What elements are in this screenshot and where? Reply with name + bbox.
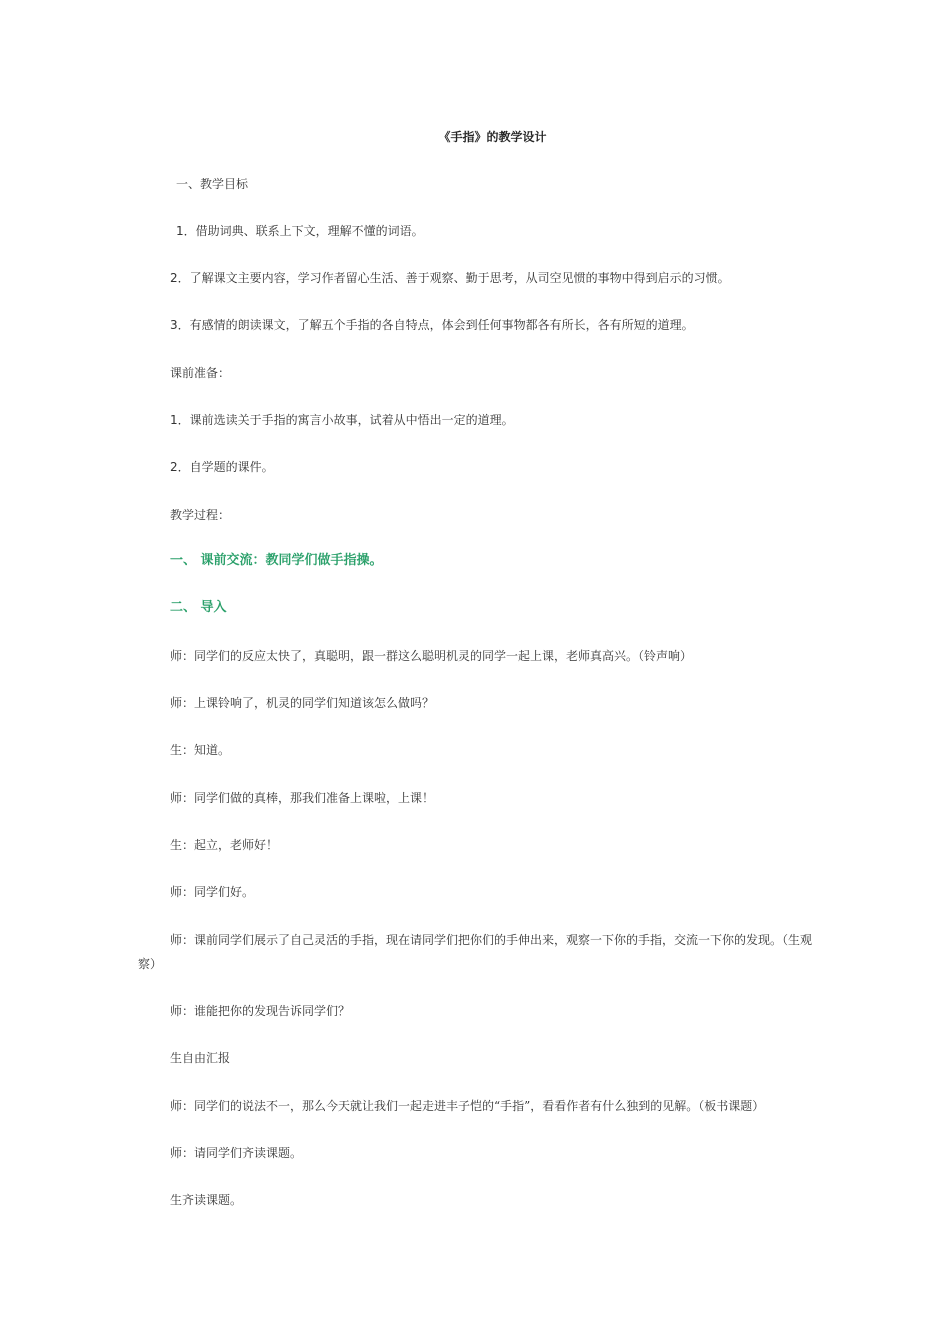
prep-item-2-num: 2． — [170, 460, 190, 474]
prep-item-2-text: 自学题的课件。 — [189, 460, 274, 474]
goal-item-3-num: 3． — [170, 318, 190, 332]
goal-item-2-text: 了解课文主要内容，学习作者留心生活、善于观察、勤于思考，从司空见惯的事物中得到启示的习惯。 — [189, 271, 730, 285]
goal-item-1 — [176, 221, 424, 241]
document-title: 《手指》的教学设计 — [438, 130, 547, 144]
goal-item-1-text: 借助词典、联系上下文，理解不懂的词语。 — [195, 224, 424, 238]
section-heading-2: 二、 导入 — [170, 600, 227, 615]
prep-item-1-num: 1． — [170, 413, 190, 427]
prep-item-2 — [170, 457, 274, 477]
dialog-line-2: 师：上课铃响了，机灵的同学们知道该怎么做吗？ — [170, 696, 435, 710]
prep-item-1 — [170, 410, 514, 430]
dialog2-line-2: 生自由汇报 — [170, 1051, 231, 1065]
dialog-line-5: 生：起立，老师好！ — [170, 838, 279, 852]
dialog2-line-3: 师：同学们的说法不一，那么今天就让我们一起走进丰子恺的“手指”，看看作者有什么独到的见解。（板书课题） — [170, 1099, 765, 1113]
dialog-line-1: 师：同学们的反应太快了，真聪明，跟一群这么聪明机灵的同学一起上课，老师真高兴。（铃声响） — [170, 649, 693, 663]
dialog-line-6: 师：同学们好。 — [170, 885, 255, 899]
dialog2-line-4: 师：请同学们齐读课题。 — [170, 1146, 303, 1160]
dialog-line-3: 生：知道。 — [170, 743, 231, 757]
dialog-long-paragraph: 师：课前同学们展示了自己灵活的手指，现在请同学们把你们的手伸出来，观察一下你的手指，交流一下你的发现。（生观察） — [138, 933, 813, 971]
goal-item-3 — [170, 315, 694, 335]
dialog2-line-1: 师：谁能把你的发现告诉同学们？ — [170, 1004, 351, 1018]
dialog2-line-5: 生齐读课题。 — [170, 1193, 243, 1207]
process-heading: 教学过程： — [170, 508, 231, 522]
goal-item-2 — [170, 268, 730, 288]
prep-heading: 课前准备： — [170, 366, 231, 380]
goal-item-1-num: 1． — [176, 224, 196, 238]
dialog-line-4: 师：同学们做的真棒，那我们准备上课啦，上课！ — [170, 791, 435, 805]
goal-item-3-text: 有感情的朗读课文，了解五个手指的各自特点，体会到任何事物都各有所长，各有所短的道理。 — [189, 318, 694, 332]
prep-item-1-text: 课前选读关于手指的寓言小故事，试着从中悟出一定的道理。 — [189, 413, 514, 427]
section-heading-1: 一、 课前交流：教同学们做手指操。 — [170, 553, 383, 568]
goals-heading: 一、教学目标 — [176, 177, 249, 191]
goal-item-2-num: 2． — [170, 271, 190, 285]
